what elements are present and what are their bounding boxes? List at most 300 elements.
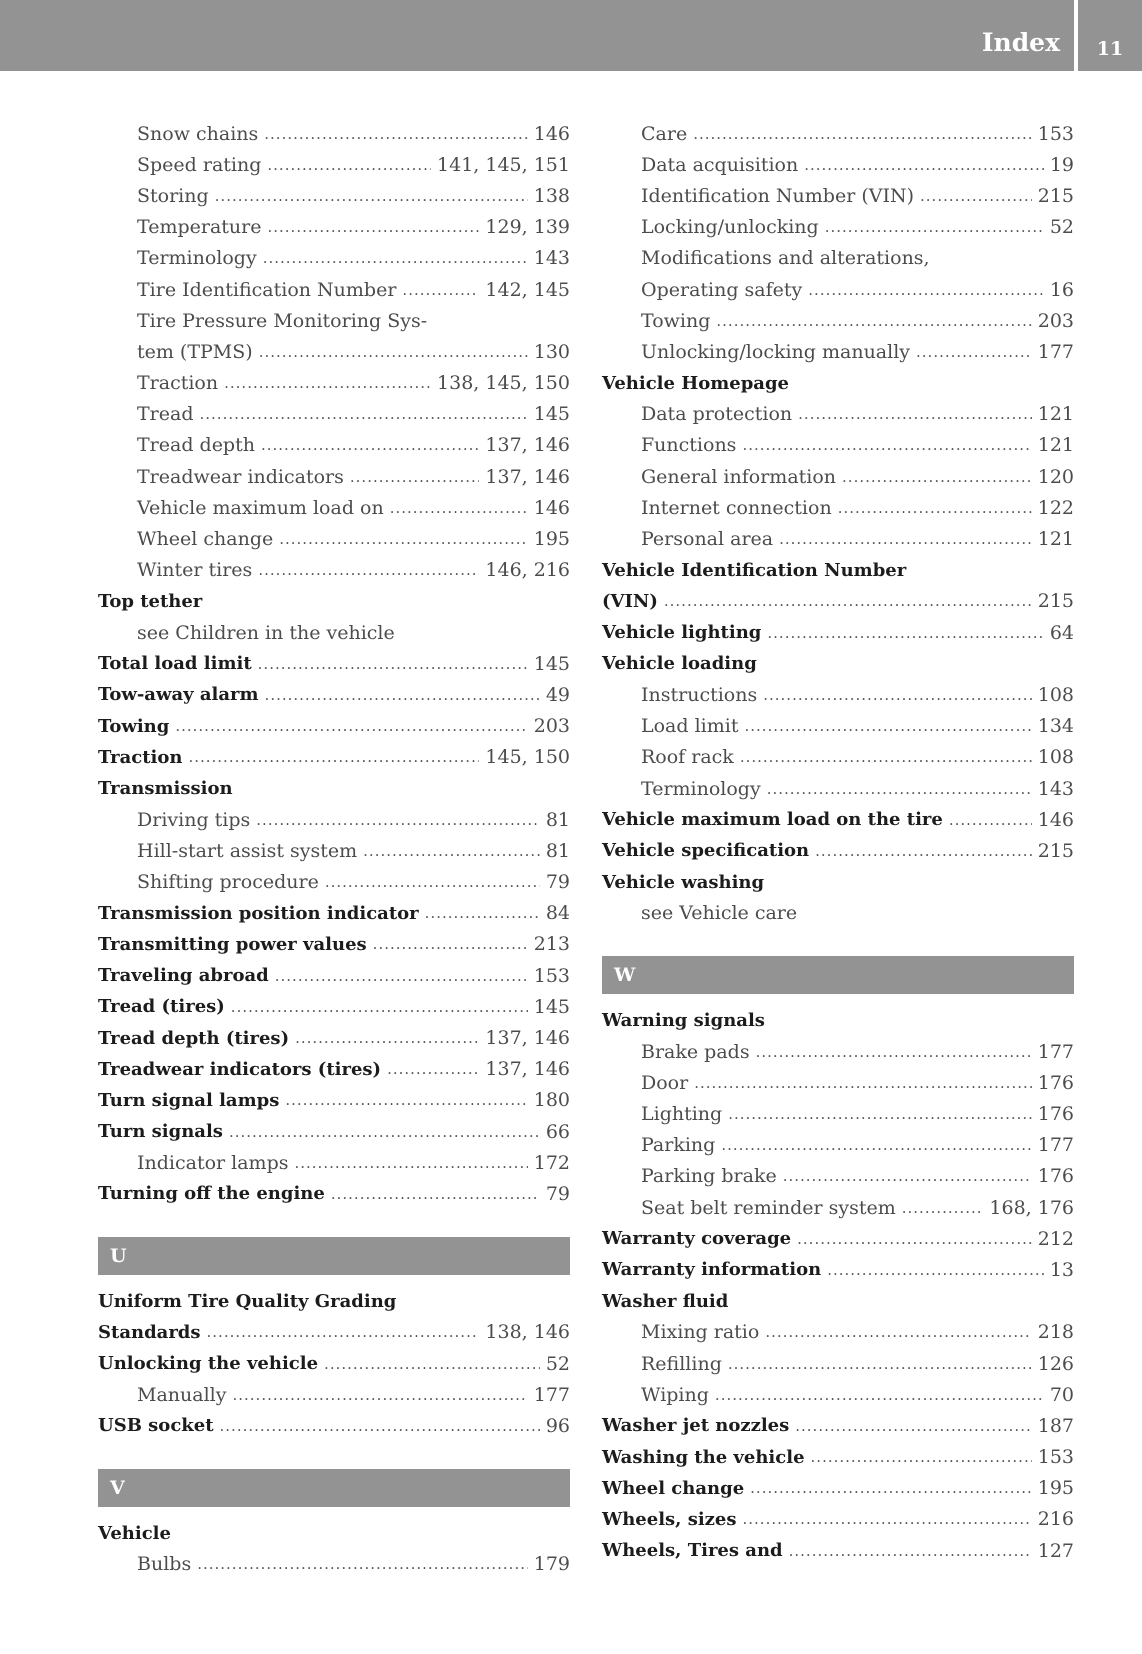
leader-dots [279, 530, 528, 548]
leader-dots [789, 1542, 1032, 1560]
entry-label: Shifting procedure [137, 871, 319, 894]
index-entry [98, 1317, 570, 1348]
index-entry [98, 1518, 570, 1549]
index-subentry [602, 1379, 1074, 1410]
leader-dots [798, 405, 1032, 423]
leader-dots [261, 436, 479, 454]
entry-label: Lighting [641, 1103, 723, 1126]
entry-label: Operating safety [641, 278, 803, 301]
entry-label: Warranty coverage [602, 1228, 792, 1250]
index-subentry [98, 461, 570, 492]
index-entry [98, 1410, 570, 1441]
leader-dots [902, 1199, 984, 1217]
page-reference: 129, 139 [485, 216, 570, 239]
leader-dots [258, 655, 528, 673]
leader-dots [259, 343, 528, 361]
section-letter-header: W [602, 956, 1074, 994]
entry-label: see Vehicle care [641, 902, 798, 925]
entry-label: Wheels, Tires and [602, 1540, 783, 1562]
page-reference: 145 [533, 995, 570, 1018]
leader-dots [188, 748, 479, 766]
leader-dots [742, 436, 1031, 454]
leader-dots [256, 811, 540, 829]
page-reference: 203 [533, 715, 570, 738]
leader-dots [220, 1417, 540, 1435]
leader-dots [728, 1105, 1032, 1123]
index-subentry [98, 523, 570, 554]
leader-dots [715, 1386, 1044, 1404]
entry-label: Total load limit [98, 653, 252, 675]
leader-dots [767, 780, 1032, 798]
page-reference: 121 [1037, 528, 1074, 551]
page-reference: 177 [533, 1383, 570, 1406]
index-subentry [98, 1379, 570, 1410]
leader-dots [363, 842, 540, 860]
page-reference: 176 [1037, 1165, 1074, 1188]
leader-dots [765, 1323, 1031, 1341]
page-reference: 84 [545, 902, 570, 925]
index-subentry [98, 867, 570, 898]
index-subentry [98, 243, 570, 274]
page-reference: 153 [533, 964, 570, 987]
page-reference: 187 [1037, 1414, 1074, 1437]
entry-label: Roof rack [641, 746, 734, 769]
entry-label: Transmitting power values [98, 933, 367, 955]
index-subentry [602, 274, 1074, 305]
index-entry [602, 867, 1074, 898]
leader-dots [175, 717, 527, 735]
leader-dots [767, 624, 1043, 642]
entry-label: Turn signals [98, 1121, 223, 1143]
page-reference: 127 [1037, 1539, 1074, 1562]
entry-label: Modifications and alterations, [641, 247, 930, 270]
leader-dots [402, 281, 479, 299]
leader-dots [263, 249, 528, 267]
entry-label: Unlocking/locking manually [641, 340, 911, 363]
page-reference: 153 [1037, 1446, 1074, 1469]
leader-dots [779, 530, 1032, 548]
leader-dots [224, 374, 431, 392]
entry-label: Brake pads [641, 1040, 750, 1063]
entry-label: Identification Number (VIN) [641, 184, 915, 207]
page-reference: 137, 146 [485, 465, 570, 488]
page-reference: 179 [533, 1553, 570, 1576]
index-entry [98, 1085, 570, 1116]
index-subentry [98, 835, 570, 866]
entry-label: Instructions [641, 683, 758, 706]
page-reference: 126 [1037, 1352, 1074, 1375]
index-entry [98, 1054, 570, 1085]
entry-label: Parking [641, 1134, 716, 1157]
entry-label: Hill-start assist system [137, 839, 358, 862]
index-entry [98, 929, 570, 960]
index-entry [602, 1286, 1074, 1317]
leader-dots [721, 1136, 1031, 1154]
leader-dots [750, 1479, 1032, 1497]
index-entry [602, 1410, 1074, 1441]
page-reference: 215 [1037, 839, 1074, 862]
entry-label: Vehicle Homepage [602, 372, 790, 394]
page-reference: 108 [1037, 746, 1074, 769]
index-subentry [98, 180, 570, 211]
page-reference: 130 [533, 340, 570, 363]
entry-label: Vehicle maximum load on the tire [602, 809, 943, 831]
leader-dots [232, 1386, 527, 1404]
leader-dots [795, 1417, 1031, 1435]
index-subentry [602, 1036, 1074, 1067]
page-reference: 195 [1037, 1477, 1074, 1500]
entry-label: Locking/unlocking [641, 216, 819, 239]
leader-dots [744, 717, 1031, 735]
page-reference: 19 [1049, 153, 1074, 176]
entry-label: Unlocking the vehicle [98, 1353, 319, 1375]
page-reference: 146, 216 [485, 559, 570, 582]
entry-label: Indicator lamps [137, 1151, 289, 1174]
leader-dots [200, 405, 528, 423]
entry-label: Tow-away alarm [98, 684, 259, 706]
page-reference: 121 [1037, 434, 1074, 457]
leader-dots [373, 935, 528, 953]
leader-dots [797, 1230, 1032, 1248]
entry-label: Vehicle specification [602, 840, 810, 862]
entry-label: Wiping [641, 1383, 709, 1406]
index-subentry [602, 492, 1074, 523]
leader-dots [275, 967, 528, 985]
entry-label: Personal area [641, 528, 774, 551]
entry-label: Functions [641, 434, 737, 457]
index-entry [98, 586, 570, 617]
index-entry [98, 960, 570, 991]
page-reference: 146 [533, 496, 570, 519]
leader-dots [265, 686, 540, 704]
page-reference: 137, 146 [485, 434, 570, 457]
index-subentry [602, 149, 1074, 180]
index-entry [602, 1504, 1074, 1535]
entry-label: Bulbs [137, 1553, 192, 1576]
page-reference: 121 [1037, 403, 1074, 426]
leader-dots [350, 468, 480, 486]
entry-label: Winter tires [137, 559, 253, 582]
index-entry [98, 773, 570, 804]
index-entry [602, 1535, 1074, 1566]
entry-label: Manually [137, 1383, 227, 1406]
index-subentry [602, 679, 1074, 710]
entry-label: Mixing ratio [641, 1321, 760, 1344]
page-reference: 213 [533, 933, 570, 956]
entry-label: Transmission position indicator [98, 902, 419, 924]
leader-dots [664, 592, 1032, 610]
leader-dots [783, 1167, 1032, 1185]
entry-label: Driving tips [137, 808, 251, 831]
leader-dots [207, 1323, 480, 1341]
leader-dots [756, 1043, 1032, 1061]
leader-dots [728, 1355, 1032, 1373]
entry-label: Data acquisition [641, 153, 799, 176]
index-subentry [602, 773, 1074, 804]
index-entry [602, 617, 1074, 648]
page-reference: 176 [1037, 1071, 1074, 1094]
index-subentry [602, 243, 1074, 274]
index-subentry [98, 1549, 570, 1580]
page-reference: 215 [1037, 590, 1074, 613]
entry-label: Towing [98, 715, 170, 737]
index-subentry [98, 804, 570, 835]
index-subentry [602, 212, 1074, 243]
entry-label: Wheels, sizes [602, 1508, 737, 1530]
leader-dots [295, 1029, 479, 1047]
leader-dots [920, 187, 1032, 205]
index-subentry [98, 617, 570, 648]
leader-dots [694, 1074, 1032, 1092]
index-entry [98, 898, 570, 929]
leader-dots [811, 1448, 1032, 1466]
index-subentry [602, 336, 1074, 367]
page-reference: 81 [545, 808, 570, 831]
page-reference: 145 [533, 403, 570, 426]
entry-label: Transmission [98, 778, 233, 800]
entry-label: Washer jet nozzles [602, 1415, 790, 1437]
page-reference: 142, 145 [485, 278, 570, 301]
entry-label: Parking brake [641, 1165, 777, 1188]
leader-dots [808, 281, 1044, 299]
index-subentry [602, 742, 1074, 773]
entry-label: Refilling [641, 1352, 722, 1375]
page-reference: 218 [1037, 1321, 1074, 1344]
index-subentry [602, 523, 1074, 554]
page-reference: 172 [533, 1151, 570, 1174]
entry-label: Wheel change [602, 1477, 745, 1499]
index-entry [98, 742, 570, 773]
entry-label: Washing the vehicle [602, 1446, 805, 1468]
leader-dots [325, 873, 540, 891]
leader-dots [949, 811, 1032, 829]
index-subentry [98, 149, 570, 180]
leader-dots [387, 1060, 479, 1078]
index-subentry [98, 555, 570, 586]
page-reference: 122 [1037, 496, 1074, 519]
leader-dots [804, 156, 1044, 174]
page-reference: 215 [1037, 184, 1074, 207]
entry-label: Warranty information [602, 1259, 822, 1281]
entry-label: Tread depth (tires) [98, 1027, 290, 1049]
leader-dots [267, 218, 479, 236]
index-column-right [602, 118, 1074, 1566]
page-reference: 66 [545, 1120, 570, 1143]
leader-dots [215, 187, 528, 205]
index-subentry [98, 336, 570, 367]
index-subentry [602, 1130, 1074, 1161]
index-subentry [98, 492, 570, 523]
leader-dots [267, 156, 431, 174]
index-entry [98, 648, 570, 679]
index-subentry [98, 430, 570, 461]
page-reference: 146 [1037, 808, 1074, 831]
page-reference: 216 [1037, 1508, 1074, 1531]
entry-label: Warning signals [602, 1009, 765, 1031]
index-subentry [602, 305, 1074, 336]
index-subentry [602, 1192, 1074, 1223]
entry-label: tem (TPMS) [137, 340, 253, 363]
entry-label: (VIN) [602, 590, 658, 612]
page-reference: 143 [1037, 777, 1074, 800]
page-reference: 96 [545, 1414, 570, 1437]
leader-dots [916, 343, 1032, 361]
entry-label: Turning off the engine [98, 1183, 325, 1205]
entry-label: Vehicle Identification Number [602, 559, 907, 581]
page-reference: 212 [1037, 1227, 1074, 1250]
entry-label: Seat belt reminder system [641, 1196, 896, 1219]
index-entry [98, 1348, 570, 1379]
page-reference: 108 [1037, 683, 1074, 706]
index-entry [602, 648, 1074, 679]
entry-label: Load limit [641, 715, 739, 738]
index-entry [98, 1022, 570, 1053]
page-reference: 138, 146 [485, 1321, 570, 1344]
index-subentry [98, 305, 570, 336]
index-subentry [98, 274, 570, 305]
entry-label: Terminology [137, 247, 257, 270]
header-divider [1074, 0, 1078, 71]
entry-label: Tire Identification Number [137, 278, 397, 301]
page-reference: 138 [533, 184, 570, 207]
entry-label: Data protection [641, 403, 793, 426]
index-entry [98, 1286, 570, 1317]
entry-label: Treadwear indicators (tires) [98, 1058, 382, 1080]
index-subentry [602, 118, 1074, 149]
entry-label: Care [641, 122, 688, 145]
page-header [0, 0, 1142, 71]
leader-dots [716, 312, 1031, 330]
entry-label: Traveling abroad [98, 965, 269, 987]
section-letter-header: U [98, 1237, 570, 1275]
entry-label: Vehicle loading [602, 653, 757, 675]
leader-dots [842, 468, 1032, 486]
index-subentry [602, 399, 1074, 430]
index-entry [602, 1005, 1074, 1036]
page-reference: 79 [545, 871, 570, 894]
page-reference: 177 [1037, 340, 1074, 363]
page-reference: 195 [533, 528, 570, 551]
index-entry [602, 368, 1074, 399]
leader-dots [390, 499, 528, 517]
page-reference: 176 [1037, 1103, 1074, 1126]
index-subentry [602, 1348, 1074, 1379]
leader-dots [331, 1185, 540, 1203]
leader-dots [740, 748, 1032, 766]
leader-dots [197, 1555, 528, 1573]
index-subentry [602, 711, 1074, 742]
entry-label: Traction [137, 372, 219, 395]
leader-dots [324, 1355, 540, 1373]
page-reference: 168, 176 [989, 1196, 1074, 1219]
index-subentry [98, 1147, 570, 1178]
page-reference: 153 [1037, 122, 1074, 145]
entry-label: Terminology [641, 777, 761, 800]
leader-dots [425, 904, 540, 922]
entry-label: Door [641, 1071, 689, 1094]
entry-label: Top tether [98, 590, 203, 612]
page-reference: 146 [533, 122, 570, 145]
section-letter-header: V [98, 1469, 570, 1507]
page-reference: 16 [1049, 278, 1074, 301]
index-entry [602, 835, 1074, 866]
entry-label: USB socket [98, 1415, 214, 1437]
entry-label: Tread (tires) [98, 996, 225, 1018]
entry-label: see Children in the vehicle [137, 621, 395, 644]
entry-label: Internet connection [641, 496, 832, 519]
page-reference: 145 [533, 652, 570, 675]
leader-dots [825, 218, 1044, 236]
leader-dots [264, 125, 527, 143]
entry-label: Washer fluid [602, 1290, 729, 1312]
page-reference: 145, 150 [485, 746, 570, 769]
index-subentry [602, 1161, 1074, 1192]
index-entry [98, 1178, 570, 1209]
page-reference: 137, 146 [485, 1027, 570, 1050]
entry-label: Vehicle lighting [602, 622, 762, 644]
entry-label: Treadwear indicators [137, 465, 344, 488]
page-reference: 52 [545, 1352, 570, 1375]
index-entry [98, 1116, 570, 1147]
page-reference: 13 [1049, 1258, 1074, 1281]
index-entry [602, 1254, 1074, 1285]
leader-dots [838, 499, 1032, 517]
entry-label: Tire Pressure Monitoring Sys- [137, 309, 428, 332]
index-subentry [602, 1317, 1074, 1348]
index-subentry [602, 1098, 1074, 1129]
index-subentry [602, 180, 1074, 211]
index-entry [98, 679, 570, 710]
leader-dots [229, 1123, 540, 1141]
page-reference: 49 [545, 683, 570, 706]
leader-dots [815, 842, 1032, 860]
entry-label: Temperature [137, 216, 262, 239]
index-entry [602, 1442, 1074, 1473]
index-entry [602, 555, 1074, 586]
index-subentry [98, 399, 570, 430]
entry-label: Vehicle [98, 1522, 171, 1544]
index-subentry [98, 368, 570, 399]
index-entry [602, 1473, 1074, 1504]
leader-dots [743, 1510, 1032, 1528]
entry-label: Uniform Tire Quality Grading [98, 1290, 397, 1312]
index-subentry [98, 212, 570, 243]
entry-label: Turn signal lamps [98, 1089, 280, 1111]
entry-label: Storing [137, 184, 209, 207]
entry-label: Tread [137, 403, 194, 426]
page-reference: 138, 145, 150 [437, 372, 570, 395]
entry-label: Traction [98, 746, 183, 768]
index-entry [602, 804, 1074, 835]
page-reference: 180 [533, 1089, 570, 1112]
index-entry [602, 586, 1074, 617]
index-entry [98, 711, 570, 742]
index-subentry [602, 1067, 1074, 1098]
leader-dots [231, 998, 528, 1016]
entry-label: Towing [641, 309, 711, 332]
index-subentry [602, 461, 1074, 492]
page-reference: 64 [1049, 621, 1074, 644]
page-reference: 137, 146 [485, 1058, 570, 1081]
leader-dots [763, 686, 1032, 704]
entry-label: Vehicle maximum load on [137, 496, 384, 519]
page-reference: 120 [1037, 465, 1074, 488]
page-reference: 177 [1037, 1134, 1074, 1157]
index-entry [98, 991, 570, 1022]
leader-dots [258, 561, 479, 579]
index-subentry [98, 118, 570, 149]
entry-label: Wheel change [137, 528, 274, 551]
